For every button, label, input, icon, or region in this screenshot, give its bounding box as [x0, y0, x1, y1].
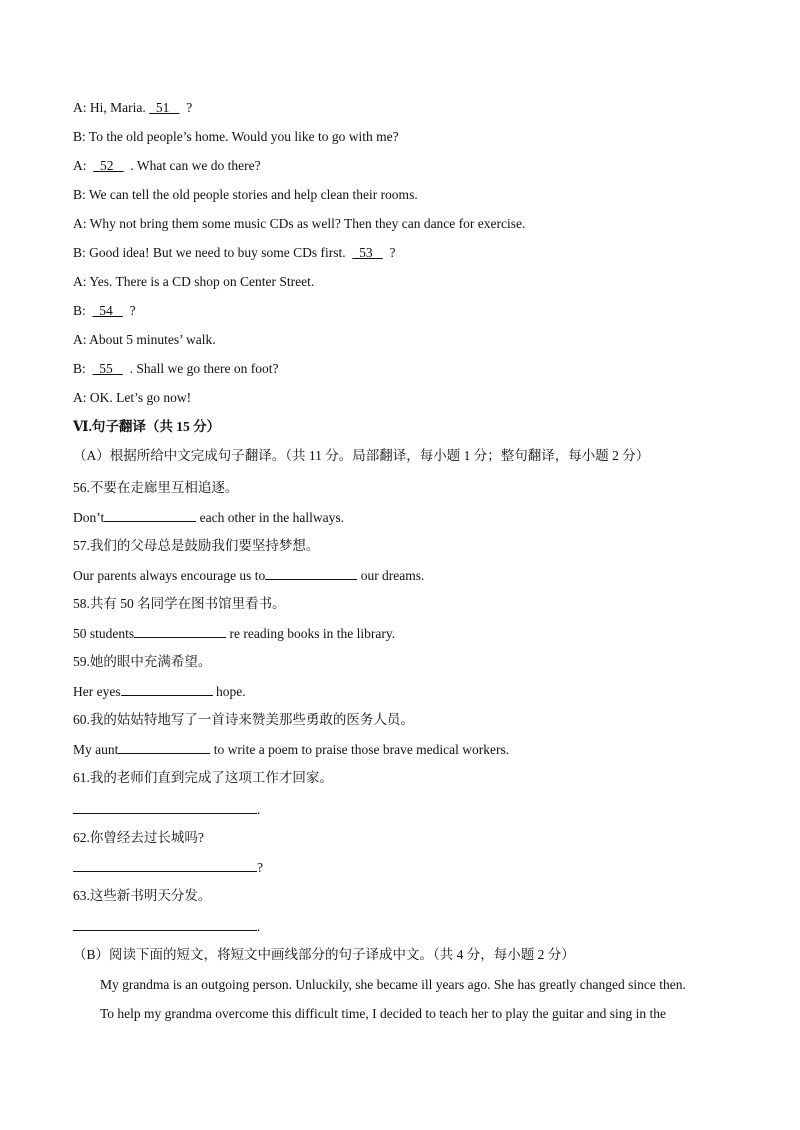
passage-line-1: My grandma is an outgoing person. Unluckily, she became ill years ago. She has greatly changed since then.: [100, 977, 686, 992]
dialogue-line-5: [73, 215, 525, 233]
question-text: My aunt: [73, 742, 119, 757]
answer-blank-56[interactable]: [104, 508, 196, 522]
dialogue-text: B:: [73, 303, 93, 318]
answer-blank-55[interactable]: 55: [92, 361, 123, 376]
dialogue-line-1: [73, 99, 192, 117]
question-56-chinese: 56.不要在走廊里互相追逐。: [73, 480, 239, 495]
dialogue-line-3: [73, 157, 261, 175]
question-text: ?: [257, 860, 263, 875]
dialogue-text: A: Yes. There is a CD shop on Center Street.: [73, 274, 315, 289]
dialogue-text: A: OK. Let’s go now!: [73, 390, 192, 405]
passage-line-2: To help my grandma overcome this difficult time, I decided to teach her to play the guitar and sing in the: [100, 1006, 667, 1021]
question-60-english: [73, 740, 509, 759]
question-text: 50 students: [73, 626, 135, 641]
question-57-english: [73, 566, 424, 585]
question-text: to write a poem to praise those brave medical workers.: [210, 742, 510, 757]
dialogue-line-4: [73, 186, 418, 204]
answer-blank-57[interactable]: [265, 566, 357, 580]
question-text: our dreams.: [357, 568, 425, 583]
question-63-english: [73, 917, 260, 936]
answer-blank-52[interactable]: 52: [93, 158, 124, 173]
question-56-english: [73, 508, 344, 527]
dialogue-text: B:: [73, 361, 93, 376]
dialogue-line-7: [73, 273, 314, 291]
question-text: .: [257, 802, 261, 817]
question-text: Our parents always encourage us to: [73, 568, 266, 583]
dialogue-text: B: We can tell the old people stories and help clean their rooms.: [73, 187, 418, 202]
dialogue-line-8: [73, 302, 136, 320]
answer-blank-51[interactable]: 51: [149, 100, 180, 115]
dialogue-text: A: Why not bring them some music CDs as well? Then they can dance for exercise.: [73, 216, 526, 231]
question-text: re reading books in the library.: [226, 626, 396, 641]
dialogue-text: B: Good idea! But we need to buy some CDs first.: [73, 245, 353, 260]
dialogue-text: A:: [73, 158, 94, 173]
dialogue-line-10: [73, 360, 278, 378]
question-59-english: [73, 682, 246, 701]
question-text: hope.: [212, 684, 246, 699]
question-63-chinese: 63.这些新书明天分发。: [73, 888, 212, 903]
answer-blank-59[interactable]: [121, 682, 213, 696]
answer-blank-63[interactable]: [73, 917, 257, 931]
answer-blank-62[interactable]: [73, 858, 257, 872]
dialogue-text: A: Hi, Maria.: [73, 100, 150, 115]
answer-blank-54[interactable]: 54: [92, 303, 123, 318]
part-b-instruction: （B）阅读下面的短文，将短文中画线部分的句子译成中文。（共 4 分，每小题 2 分）: [73, 947, 575, 962]
dialogue-text: ?: [179, 100, 193, 115]
question-62-chinese: 62.你曾经去过长城吗?: [73, 830, 204, 845]
dialogue-text: ?: [382, 245, 396, 260]
part-a-instruction: （A）根据所给中文完成句子翻译。（共 11 分。局部翻译，每小题 1 分；整句翻译，每小题 2 分）: [73, 448, 650, 463]
dialogue-line-6: [73, 244, 395, 262]
answer-blank-53[interactable]: 53: [352, 245, 383, 260]
question-62-english: [73, 858, 263, 877]
answer-blank-61[interactable]: [73, 800, 257, 814]
dialogue-text: . What can we do there?: [123, 158, 261, 173]
question-58-chinese: 58.共有 50 名同学在图书馆里看书。: [73, 596, 286, 611]
question-text: .: [257, 919, 261, 934]
question-58-english: [73, 624, 395, 643]
question-text: Her eyes: [73, 684, 121, 699]
dialogue-line-11: [73, 389, 191, 407]
answer-blank-58[interactable]: [134, 624, 226, 638]
question-57-chinese: 57.我们的父母总是鼓励我们要坚持梦想。: [73, 538, 320, 553]
answer-blank-60[interactable]: [118, 740, 210, 754]
question-60-chinese: 60.我的姑姑特地写了一首诗来赞美那些勇敢的医务人员。: [73, 712, 414, 727]
dialogue-text: B: To the old people’s home. Would you like to go with me?: [73, 129, 399, 144]
question-text: Don’t: [73, 510, 105, 525]
question-61-english: [73, 800, 260, 819]
dialogue-line-2: [73, 128, 399, 146]
question-61-chinese: 61.我的老师们直到完成了这项工作才回家。: [73, 770, 333, 785]
dialogue-text: A: About 5 minutes’ walk.: [73, 332, 216, 347]
dialogue-line-9: [73, 331, 216, 349]
dialogue-text: . Shall we go there on foot?: [122, 361, 279, 376]
dialogue-text: ?: [122, 303, 136, 318]
question-text: each other in the hallways.: [196, 510, 344, 525]
question-59-chinese: 59.她的眼中充满希望。: [73, 654, 212, 669]
section-title: Ⅵ.句子翻译（共 15 分）: [73, 419, 221, 434]
